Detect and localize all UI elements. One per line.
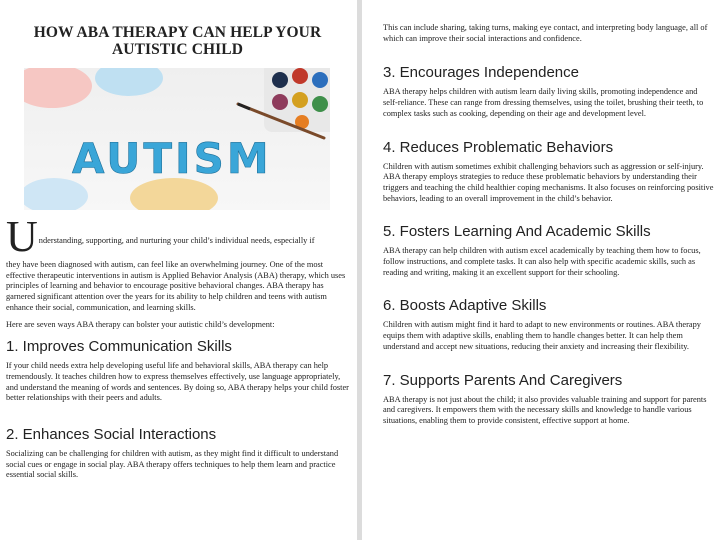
section-body-1: If your child needs extra help developing useful life and behavioral skills, ABA therapy can help tremendously. It teaches children how to express themselves effectively, use language appropriately, and understand the meaning of words and sentences. By doing so, ABA therapy helps your child foster better relationships with their peers and adults.	[6, 361, 349, 403]
autism-hero-image	[24, 68, 330, 210]
hero-illustration	[24, 68, 330, 210]
section-body-6: Children with autism might find it hard to adapt to new environments or routines. ABA therapy equips them with adaptive skills, enabling them to handle changes better. It can help them understand and accept new situations, reducing their anxiety and increasing their flexibility.	[383, 320, 701, 351]
section-heading-2: 2. Enhances Social Interactions	[6, 426, 217, 444]
intro-paragraph: they have been diagnosed with autism, can feel like an overwhelming journey. One of the most effective therapeutic interventions in autism is Applied Behavior Analysis (ABA) therapy, which uses principles of learning and behavior to encourage positive behavioral changes. ABA therapy has garnered significant attention over the years for its ability to help children and teens with autism enhance their social, communication, and learning skills.	[6, 260, 346, 312]
section-2-continued: This can include sharing, taking turns, making eye contact, and interpreting body language, all of which can improve their social interactions and confidence.	[383, 23, 708, 43]
section-body-3: ABA therapy helps children with autism learn daily living skills, promoting independence and self-reliance. These can range from dressing themselves, using the toilet, brushing their teeth, to complex tasks such as cooking, depending on their age and development level.	[383, 87, 704, 118]
section-body-4: Children with autism sometimes exhibit challenging behaviors such as aggression or self-injury. ABA therapy employs strategies to reduce these problematic behaviors by understanding their triggers and teaching the child healthier coping mechanisms. It also focuses on reinforcing positive behaviors, leading to an overall improvement in the child’s behavior.	[383, 161, 714, 203]
intro-first-line	[6, 212, 349, 261]
section-heading-6: 6. Boosts Adaptive Skills	[383, 297, 547, 315]
section-body-7: ABA therapy is not just about the child; it also provides valuable training and support for parents and caregivers. It empowers them with the necessary skills and knowledge to handle various situations, enabling them to provide consistent, effective support at home.	[383, 394, 707, 425]
section-body-2: Socializing can be challenging for children with autism, as they might find it difficult to understand social cues or engage in social play. ABA therapy offers techniques to help them learn and practice essential social skills.	[6, 449, 339, 480]
section-heading-5: 5. Fosters Learning And Academic Skills	[383, 223, 651, 241]
drop-cap: U	[6, 212, 38, 261]
autism-word-art: AUTISM	[72, 134, 272, 183]
section-heading-3: 3. Encourages Independence	[383, 64, 579, 82]
lead-in-sentence: Here are seven ways ABA therapy can bolster your autistic child’s development:	[6, 319, 275, 329]
right-page	[362, 0, 720, 540]
section-heading-7: 7. Supports Parents And Caregivers	[383, 371, 623, 389]
blue-cloud-shape	[95, 68, 163, 96]
intro-first-line-text: nderstanding, supporting, and nurturing your child’s individual needs, especially if	[38, 236, 315, 246]
left-page	[0, 0, 357, 540]
section-heading-1: 1. Improves Communication Skills	[6, 338, 232, 356]
document-title: HOW ABA THERAPY CAN HELP YOUR AUTISTIC CHILD	[33, 24, 322, 58]
section-heading-4: 4. Reduces Problematic Behaviors	[383, 138, 614, 156]
section-body-5: ABA therapy can help children with autism excel academically by teaching them how to focus, follow instructions, and complete tasks. It can also help with specific academic skills, such as reading and writing, making it an excellent support for their schooling.	[383, 246, 701, 277]
pink-cloud-shape	[24, 68, 92, 108]
